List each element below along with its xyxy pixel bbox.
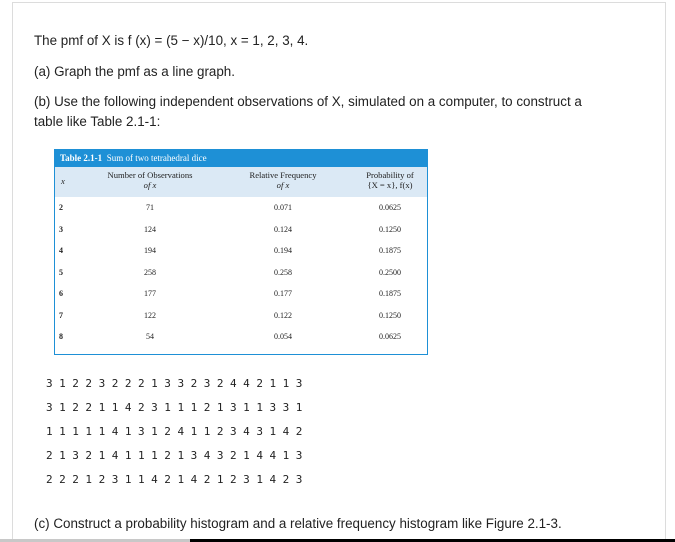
table-body: [55, 197, 427, 348]
table-row: [55, 219, 427, 241]
header-observations-line1: Number of Observations: [107, 170, 193, 180]
part-a-text: (a) Graph the pmf as a line graph.: [34, 64, 235, 79]
table-row: [55, 283, 427, 305]
cell-observations: 177: [144, 289, 156, 298]
cell-observations: 258: [144, 267, 156, 277]
cell-probability: 0.1250: [379, 224, 401, 234]
table-row: [55, 240, 427, 262]
cell-probability: 0.1875: [379, 246, 401, 255]
header-x: x: [61, 176, 65, 186]
cell-relative-frequency: 0.071: [274, 203, 292, 212]
cell-probability: 0.0625: [379, 203, 401, 212]
cell-observations: 71: [146, 203, 154, 212]
observation-line: 2 1 3 2 1 4 1 1 1 2 1 3 4 3 2 1 4 4 1 3: [46, 449, 303, 462]
observation-line: 3 1 2 2 3 2 2 2 1 3 3 2 3 2 4 4 2 1 1 3: [46, 377, 303, 390]
cell-relative-frequency: 0.054: [274, 332, 292, 341]
cell-x: 4: [59, 246, 63, 255]
cell-relative-frequency: 0.122: [274, 310, 292, 320]
cell-relative-frequency: 0.124: [274, 224, 292, 234]
cell-probability: 0.2500: [379, 267, 401, 277]
observation-line: 2 2 2 1 2 3 1 1 4 2 1 4 2 1 2 3 1 4 2 3: [46, 473, 303, 486]
cell-probability: 0.1250: [379, 310, 401, 320]
cell-x: 6: [59, 289, 63, 298]
cell-probability: 0.0625: [379, 332, 401, 341]
cell-observations: 122: [144, 310, 156, 320]
part-c-text: (c) Construct a probability histogram and a relative frequency histogram like Figure 2.1-3.: [34, 516, 562, 531]
header-relative-frequency-line1: Relative Frequency: [249, 170, 317, 180]
cell-x: 8: [59, 332, 63, 341]
part-b-text-line2: table like Table 2.1-1:: [34, 114, 161, 129]
table-caption: Sum of two tetrahedral dice: [106, 153, 207, 163]
cell-x: 2: [59, 203, 63, 212]
header-observations-line2: of x: [143, 180, 157, 190]
cell-observations: 54: [146, 332, 154, 341]
cell-x: 7: [59, 310, 63, 320]
observation-line: 1 1 1 1 1 4 1 3 1 2 4 1 1 2 3 4 3 1 4 2: [46, 425, 303, 438]
table-row: [55, 326, 427, 348]
table-row: [55, 197, 427, 219]
header-relative-frequency-line2: of x: [276, 180, 290, 190]
table-header: [55, 167, 427, 197]
part-b-text-line1: (b) Use the following independent observations of X, simulated on a computer, to construct a: [34, 94, 582, 109]
header-probability-line1: Probability of: [366, 170, 414, 180]
cell-relative-frequency: 0.194: [274, 246, 292, 255]
frequency-table: [54, 149, 428, 355]
table-title: [55, 150, 427, 167]
cell-observations: 124: [144, 224, 156, 234]
table-row: [55, 262, 427, 284]
observation-line: 3 1 2 2 1 1 4 2 3 1 1 1 2 1 3 1 1 3 3 1: [46, 401, 303, 414]
cell-probability: 0.1875: [379, 289, 401, 298]
cell-relative-frequency: 0.177: [274, 289, 292, 298]
table-row: [55, 305, 427, 327]
header-probability-line2: {X = x}, f(x): [367, 180, 413, 190]
cell-x: 5: [59, 267, 63, 277]
pmf-statement: The pmf of X is f (x) = (5 − x)/10, x = 1, 2, 3, 4.: [34, 33, 309, 48]
cell-observations: 194: [144, 246, 156, 255]
cell-x: 3: [59, 224, 63, 234]
table-number: Table 2.1-1: [60, 153, 103, 163]
cell-relative-frequency: 0.258: [274, 267, 292, 277]
